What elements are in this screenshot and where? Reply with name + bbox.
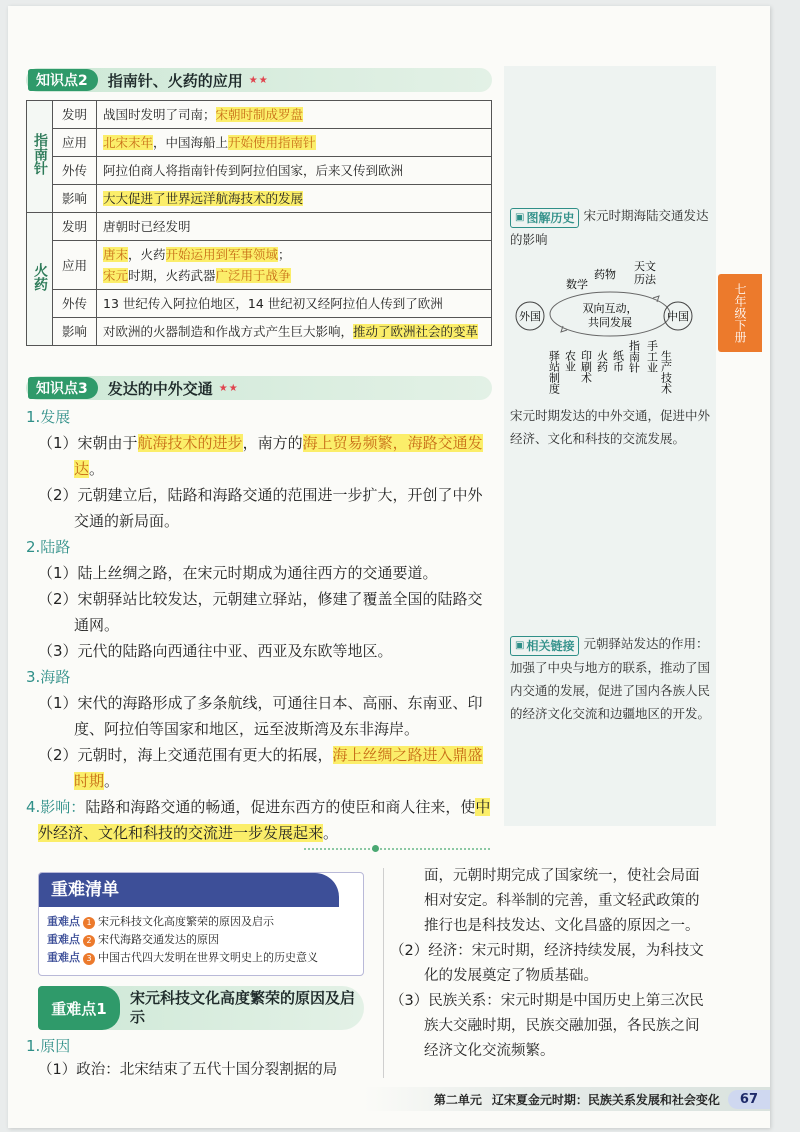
table-cell: 北宋末年，中国海船上开始使用指南针 <box>97 129 492 157</box>
reason-politics-cont: 面，元朝时期完成了国家统一，使社会局面相对安定。科举制的完善，重文轻武政策的推行也是科技发达、文化昌盛的原因之一。 <box>424 868 700 934</box>
key1-tag: 重难点1 <box>38 986 120 1030</box>
section-heading: 3.海路 <box>26 668 71 686</box>
bottom-item: 指南针 <box>627 340 641 373</box>
list-item: （2）元朝时，海上交通范围有更大的拓展，海上丝绸之路进入鼎盛时期。 <box>38 746 483 790</box>
kp3-header <box>28 376 239 400</box>
table-cell: 唐朝时已经发明 <box>97 213 492 241</box>
center-line1: 双向互动， <box>582 302 638 315</box>
bottom-item: 手工业 <box>645 340 659 373</box>
table-cell: 13 世纪传入阿拉伯地区，14 世纪初又经阿拉伯人传到了欧洲 <box>97 290 492 318</box>
powder-group-label: 火药 <box>27 213 53 346</box>
section-heading: 1.原因 <box>26 1037 71 1055</box>
footer-unit: 第二单元 <box>433 1092 482 1107</box>
table-cat: 外传 <box>53 290 97 318</box>
kp2-stars: ★★ <box>248 74 269 86</box>
section-divider <box>304 848 490 850</box>
diagram-title: 宋元时期海陆交通发达的影响 <box>510 208 709 247</box>
table-row <box>27 185 492 213</box>
table-cat: 影响 <box>53 318 97 346</box>
table-cat: 应用 <box>53 241 97 290</box>
table-cat: 发明 <box>53 213 97 241</box>
reasons-right <box>390 864 708 1064</box>
difficulty-list-box <box>38 872 364 976</box>
diagram-note <box>510 204 714 251</box>
compass-group-label: 指南针 <box>27 101 53 213</box>
grade-tab: 七年级下册 <box>718 274 762 352</box>
diagram-description: 宋元时期发达的中外交通，促进中外经济、文化和科技的交流发展。 <box>510 408 711 446</box>
table-row <box>27 318 492 346</box>
table-cat: 发明 <box>53 101 97 129</box>
table-row <box>27 157 492 185</box>
link-tag: ▣ 相关链接 <box>510 636 579 656</box>
table-cell: 阿拉伯商人将指南针传到阿拉伯国家，后来又传到欧洲 <box>97 157 492 185</box>
diagram-icon: ▣ <box>515 212 525 223</box>
list-item: （2）宋朝驿站比较发达，元朝建立驿站，修建了覆盖全国的陆路交通网。 <box>38 590 483 634</box>
table-cell: 对欧洲的火器制造和作战方式产生巨大影响，推动了欧洲社会的变革 <box>97 318 492 346</box>
list-item: （2）元朝建立后，陆路和海路交通的范围进一步扩大，开创了中外交通的新局面。 <box>38 486 483 530</box>
kp3-title: 发达的中外交通 <box>107 379 213 398</box>
bottom-items <box>548 339 673 394</box>
table-row <box>27 241 492 290</box>
impact-paragraph: 4.影响：陆路和海路交通的畅通，促进东西方的使臣和商人往来，使中外经济、文化和科技的交流进一步发展起来。 <box>26 798 491 842</box>
list-item: 重难点 3 中国古代四大发明在世界文明史上的历史意义 <box>47 951 318 964</box>
table-cell: 战国时发明了司南；宋朝时制成罗盘 <box>97 101 492 129</box>
table-cat: 应用 <box>53 129 97 157</box>
textbook-page <box>8 6 770 1128</box>
table-cell: 唐末，火药开始运用到军事领域； 宋元时期，火药武器广泛用于战争 <box>97 241 492 290</box>
list-item: 重难点 2 宋代海路交通发达的原因 <box>47 933 219 946</box>
section-heading: 1.发展 <box>26 408 71 426</box>
difficulty-title: 重难清单 <box>39 873 339 907</box>
related-link-note <box>510 632 714 725</box>
list-item: 重难点 1 宋元科技文化高度繁荣的原因及启示 <box>47 915 274 928</box>
kp2-title: 指南针、火药的应用 <box>107 71 243 90</box>
china-label: 中国 <box>667 310 689 323</box>
kp3-body <box>26 404 496 846</box>
reason-politics: （1）政治：北宋结束了五代十国分裂割据的局 <box>38 1062 338 1078</box>
reasons-left <box>26 1034 371 1082</box>
list-item: （1）陆上丝绸之路，在宋元时期成为通往西方的交通要道。 <box>38 564 438 582</box>
bottom-item: 印刷术 <box>579 350 593 383</box>
divider-dot <box>372 845 379 852</box>
compass-powder-table <box>26 100 492 346</box>
center-line2: 共同发展 <box>588 316 632 329</box>
table-row <box>27 101 492 129</box>
table-cat: 外传 <box>53 157 97 185</box>
exchange-diagram <box>510 258 710 408</box>
key1-title: 宋元科技文化高度繁荣的原因及启示 <box>130 989 356 1026</box>
list-item: （3）元代的陆路向西通往中亚、西亚及东欧等地区。 <box>38 642 393 660</box>
difficulty-list <box>39 907 363 973</box>
top-item: 药物 <box>594 268 616 281</box>
list-item: （1）宋代的海路形成了多条航线，可通往日本、高丽、东南亚、印度、阿拉伯等国家和地区，远至波斯湾及东非海岸。 <box>38 694 483 738</box>
link-icon: ▣ <box>515 640 525 651</box>
table-cat: 影响 <box>53 185 97 213</box>
foreign-label: 外国 <box>519 310 541 323</box>
bottom-item: 驿站制度 <box>547 350 561 394</box>
top-item: 历法 <box>634 273 656 286</box>
kp2-tag: 知识点2 <box>28 69 98 91</box>
kp3-stars: ★★ <box>218 382 239 394</box>
column-separator <box>383 868 384 1078</box>
bottom-item: 农业 <box>563 350 577 372</box>
bottom-item: 火药 <box>595 350 609 372</box>
table-row <box>27 213 492 241</box>
kp3-tag: 知识点3 <box>28 377 98 399</box>
link-text: 元朝驿站发达的作用：加强了中央与地方的联系，推动了国内交通的发展，促进了国内各族人民的经济文化交流和边疆地区的开发。 <box>510 636 711 721</box>
reason-economy: （2）经济：宋元时期，经济持续发展，为科技文化的发展奠定了物质基础。 <box>390 943 704 984</box>
bottom-item: 生产技术 <box>659 350 673 394</box>
list-item: （1）宋朝由于航海技术的进步，南方的海上贸易频繁，海路交通发达。 <box>38 434 483 478</box>
kp2-header <box>28 68 269 92</box>
section-heading: 2.陆路 <box>26 538 71 556</box>
top-item: 数学 <box>566 278 588 291</box>
page-footer <box>364 1087 770 1111</box>
key1-header <box>38 986 364 1030</box>
page-number: 67 <box>728 1090 770 1109</box>
table-row <box>27 129 492 157</box>
bottom-item: 纸币 <box>611 350 625 372</box>
reason-ethnic: （3）民族关系：宋元时期是中国历史上第三次民族大交融时期，民族交融加强，各民族之间经济文化交流频繁。 <box>390 993 704 1059</box>
top-item: 天文 <box>634 260 656 273</box>
diagram-tag: ▣ 图解历史 <box>510 208 579 228</box>
table-cell: 大大促进了世界远洋航海技术的发展 <box>97 185 492 213</box>
footer-title: 辽宋夏金元时期：民族关系发展和社会变化 <box>491 1092 720 1107</box>
table-row <box>27 290 492 318</box>
